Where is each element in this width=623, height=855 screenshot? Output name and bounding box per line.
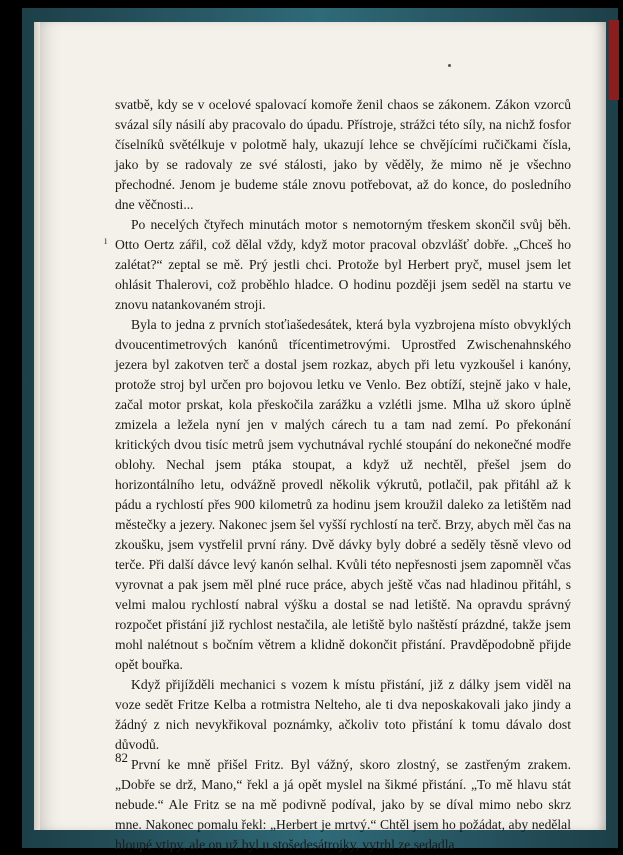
paper-speck	[448, 64, 451, 67]
paragraph: svatbě, kdy se v ocelové spalovací komoře ženil chaos se zákonem. Zákon vzorců svázal síly násilí aby pracovalo do úpadu. Přístroje, strážci této síly, na nichž fosfor číselníků světélkuje v polotmě haly, ukazují lehce se chvějícími ručičkami čísla, jako by se radovaly ze své stálosti, jako by věděly, že mimo ně je všechno přechodné. Jenom je budeme stále znovu potřebovat, až do konce, do posledního dne věčnosti...	[115, 97, 571, 212]
body-text	[115, 95, 571, 855]
paragraph: Byla to jedna z prvních stoťiašedesátek, která byla vyzbrojena místo obvyklých dvoucentimetrových kanónů třícentimetrovými. Uprostřed Zwischenahnského jezera byl zakotven terč a dostal jsem rozkaz, abych při letu vyzkoušel i kanóny, protože stroj byl určen pro bojovou letku ve Venlo. Bez obtíží, stejně jako v hale, začal motor prskat, kola přeskočila zarážku a vzlétli jsme. Mlha už skoro úplně zmizela a ležela nyní jen v malých cárech tu a tam nad zemí. Po překonání kritických dvou tisíc metrů jsem vychutnával rychlé stoupání do nekonečné modře oblohy. Nechal jsem ptáka stoupat, a když už nechtěl, přešel jsem do horizontálního letu, odvážně provedl několik výkrutů, potlačil, pak přitáhl až k pádu a rychlostí přes 900 kilometrů za hodinu jsem kroužil daleko za letištěm nad městečky a jezery. Nakonec jsem šel vyšší rychlostí na terč. Brzy, abych měl čas na zkoušku, jsem vystřelil první rány. Dvě dávky byly dobré a seděly těsně vlevo od terče. Při další dávce levý kanón selhal. Kvůli této nepřesnosti jsem zapomněl včas vyrovnat a pak jsem měl plné ruce práce, abych ještě včas nad hladinou přitáhl, s velmi malou rychlostí nabral výšku a dostal se nad letiště. Na opravdu správný rozpočet přistání již rychlost nestačila, ale letiště bylo naštěstí prázdné, takže jsem mohl nalétnout s bočním větrem a klidně dokončit přistání. Pravděpodobně přijde opět bouřka.	[115, 317, 571, 672]
paragraph: První ke mně přišel Fritz. Byl vážný, skoro zlostný, se zastřeným zrakem. „Dobře se drž, Mano,“ řekl a já opět myslel na šikmé přistání. „To mě hlavu stát nebude.“ Ale Fritz se na mě podivně podíval, jako by se díval mimo nebo skrz mne. Nakonec pomalu řekl: „Herbert je mrtvý.“ Chtěl jsem ho požádat, aby nedělal hloupé vtipy, ale on už byl u stošedesátrojky, vytrhl ze sedadla	[115, 757, 571, 852]
margin-mark: ı	[104, 233, 108, 247]
page-number: 82	[115, 750, 128, 765]
page-gutter	[34, 22, 40, 830]
paragraph: Když přijížděli mechanici s vozem k místu přistání, již z dálky jsem viděl na voze sedět Fritze Kelba a rotmistra Nelteho, ale ti dva neposkakovali jako jindy a žádný z nich nevykřikoval poznámky, ačkoliv toto přistání k tomu dávalo dost důvodů.	[115, 677, 571, 752]
bookmark-strip	[609, 20, 619, 100]
paragraph: Po necelých čtyřech minutách motor s nemotorným třeskem skončil svůj běh. Otto Oertz zářil, což dělal vždy, když motor pracoval obzvlášť dobře. „Chceš ho zalétat?“ zeptal se mě. Prý jestli chci. Protože byl Herbert pryč, musel jsem let ohlásit Thalerovi, což proběhlo hladce. O hodinu později jsem seděl na startu ve znovu natankovaném stroji.	[115, 217, 571, 312]
